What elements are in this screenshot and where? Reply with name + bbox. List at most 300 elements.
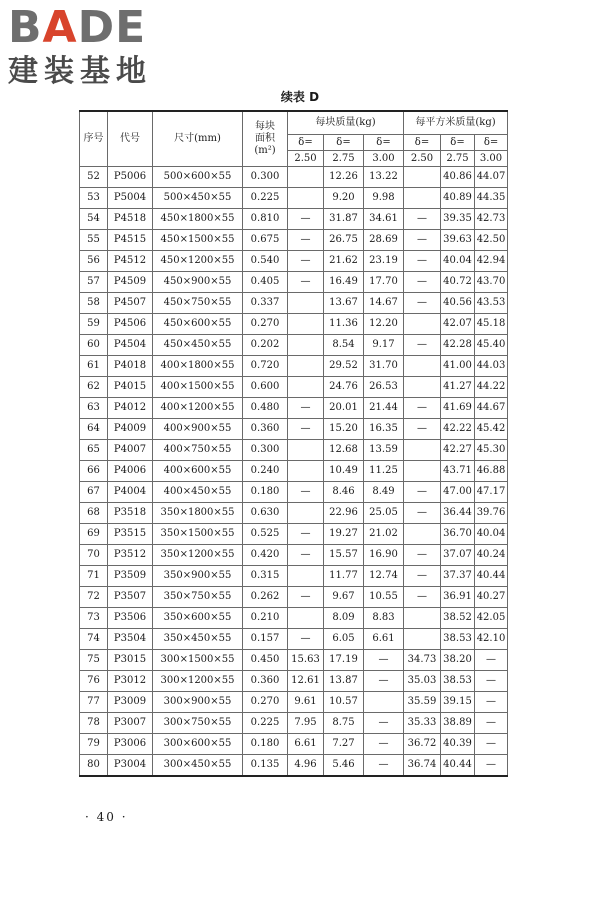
cell-area: 0.540 [243,251,288,272]
cell-weight-275: 12.68 [324,440,364,461]
cell-area: 0.360 [243,419,288,440]
cell-weight-250: — [288,482,324,503]
cell-weight-275: 22.96 [324,503,364,524]
cell-area: 0.300 [243,440,288,461]
cell-sqm-275: 40.72 [441,272,475,293]
cell-weight-250: 6.61 [288,734,324,755]
cell-size: 450×600×55 [153,314,243,335]
cell-sqm-250: 35.59 [404,692,441,713]
cell-sqm-275: 40.04 [441,251,475,272]
cell-weight-250: — [288,419,324,440]
cell-code: P4015 [108,377,153,398]
cell-weight-250: — [288,587,324,608]
cell-size: 400×450×55 [153,482,243,503]
cell-weight-300: — [364,650,404,671]
cell-size: 400×900×55 [153,419,243,440]
cell-code: P4515 [108,230,153,251]
cell-seq: 57 [80,272,108,293]
cell-sqm-275: 40.86 [441,167,475,188]
cell-sqm-300: 45.30 [475,440,508,461]
cell-sqm-300: — [475,734,508,755]
cell-weight-275: 24.76 [324,377,364,398]
cell-sqm-300: — [475,692,508,713]
cell-size: 300×450×55 [153,755,243,777]
header-weight-sqm: 每平方米质量(kg) [404,111,508,135]
cell-area: 0.720 [243,356,288,377]
cell-code: P4004 [108,482,153,503]
cell-sqm-300: 42.94 [475,251,508,272]
cell-weight-300: — [364,734,404,755]
cell-weight-300: — [364,713,404,734]
header-thickness-1: 2.50 [288,151,324,167]
cell-code: P3515 [108,524,153,545]
cell-sqm-250: — [404,230,441,251]
cell-sqm-250 [404,356,441,377]
cell-size: 300×1200×55 [153,671,243,692]
cell-weight-250 [288,314,324,335]
logo-letter-accent: A [42,2,78,53]
cell-weight-250 [288,566,324,587]
cell-sqm-300: 40.44 [475,566,508,587]
cell-sqm-250 [404,629,441,650]
cell-sqm-250: 36.74 [404,755,441,777]
cell-sqm-275: 40.44 [441,755,475,777]
cell-size: 350×1800×55 [153,503,243,524]
cell-seq: 68 [80,503,108,524]
cell-weight-275: 9.67 [324,587,364,608]
cell-code: P3512 [108,545,153,566]
header-delta-6: δ= [475,135,508,151]
cell-sqm-250 [404,314,441,335]
cell-code: P4504 [108,335,153,356]
cell-sqm-250: 35.33 [404,713,441,734]
cell-size: 300×1500×55 [153,650,243,671]
cell-sqm-250 [404,461,441,482]
cell-sqm-275: 40.56 [441,293,475,314]
cell-weight-250: — [288,272,324,293]
cell-area: 0.360 [243,671,288,692]
cell-sqm-250: — [404,566,441,587]
cell-weight-275: 9.20 [324,188,364,209]
cell-sqm-275: 42.28 [441,335,475,356]
table-row [80,545,508,566]
cell-weight-275: 29.52 [324,356,364,377]
table-row [80,734,508,755]
cell-seq: 63 [80,398,108,419]
cell-weight-275: 10.49 [324,461,364,482]
table-row [80,419,508,440]
cell-code: P4506 [108,314,153,335]
cell-weight-250 [288,188,324,209]
table-row [80,713,508,734]
cell-seq: 60 [80,335,108,356]
table-row [80,692,508,713]
cell-sqm-275: 41.27 [441,377,475,398]
cell-sqm-275: 38.53 [441,629,475,650]
cell-weight-300: 16.90 [364,545,404,566]
cell-size: 450×750×55 [153,293,243,314]
header-code: 代号 [108,111,153,167]
cell-weight-300: 13.59 [364,440,404,461]
cell-area: 0.202 [243,335,288,356]
cell-weight-275: 11.77 [324,566,364,587]
cell-sqm-250: — [404,545,441,566]
cell-weight-275: 12.26 [324,167,364,188]
cell-area: 0.180 [243,734,288,755]
header-area-line1: 每块 [255,121,275,132]
cell-sqm-250: — [404,335,441,356]
table-row [80,209,508,230]
logo-wordmark [8,4,178,52]
cell-sqm-300: — [475,650,508,671]
cell-sqm-275: 37.37 [441,566,475,587]
cell-seq: 78 [80,713,108,734]
cell-weight-275: 15.20 [324,419,364,440]
cell-sqm-300: 42.50 [475,230,508,251]
cell-sqm-275: 36.44 [441,503,475,524]
cell-seq: 71 [80,566,108,587]
table-row [80,566,508,587]
cell-sqm-300: 42.10 [475,629,508,650]
cell-weight-250: 12.61 [288,671,324,692]
cell-weight-275: 19.27 [324,524,364,545]
cell-sqm-300: 43.70 [475,272,508,293]
cell-sqm-275: 47.00 [441,482,475,503]
cell-size: 350×450×55 [153,629,243,650]
cell-code: P3015 [108,650,153,671]
table-body [80,167,508,777]
header-thickness-6: 3.00 [475,151,508,167]
cell-seq: 75 [80,650,108,671]
cell-sqm-275: 38.53 [441,671,475,692]
cell-seq: 70 [80,545,108,566]
cell-sqm-250: — [404,587,441,608]
cell-weight-300: 8.49 [364,482,404,503]
cell-weight-275: 8.75 [324,713,364,734]
cell-area: 0.480 [243,398,288,419]
table-row [80,461,508,482]
cell-sqm-300: — [475,713,508,734]
cell-code: P4509 [108,272,153,293]
cell-area: 0.420 [243,545,288,566]
cell-weight-300: 13.22 [364,167,404,188]
header-seq: 序号 [80,111,108,167]
cell-weight-300: 16.35 [364,419,404,440]
cell-sqm-250: — [404,482,441,503]
cell-seq: 61 [80,356,108,377]
cell-sqm-275: 38.20 [441,650,475,671]
cell-sqm-250: — [404,398,441,419]
logo-letter-prefix: B [8,2,43,53]
cell-size: 350×900×55 [153,566,243,587]
cell-seq: 53 [80,188,108,209]
cell-sqm-275: 42.27 [441,440,475,461]
cell-sqm-250: — [404,419,441,440]
cell-area: 0.315 [243,566,288,587]
cell-code: P3504 [108,629,153,650]
cell-size: 350×1500×55 [153,524,243,545]
table-header [80,111,508,167]
cell-weight-300: — [364,671,404,692]
cell-weight-300: 34.61 [364,209,404,230]
cell-weight-300: 12.20 [364,314,404,335]
cell-sqm-250 [404,608,441,629]
table-row [80,503,508,524]
cell-seq: 74 [80,629,108,650]
cell-size: 300×600×55 [153,734,243,755]
cell-area: 0.450 [243,650,288,671]
cell-weight-250: — [288,251,324,272]
header-delta-4: δ= [404,135,441,151]
cell-seq: 59 [80,314,108,335]
cell-size: 450×1800×55 [153,209,243,230]
table-row [80,671,508,692]
cell-area: 0.240 [243,461,288,482]
cell-sqm-300: 44.22 [475,377,508,398]
cell-sqm-275: 36.70 [441,524,475,545]
cell-code: P5004 [108,188,153,209]
table-row [80,356,508,377]
cell-weight-300: 21.44 [364,398,404,419]
cell-seq: 69 [80,524,108,545]
cell-weight-275: 8.09 [324,608,364,629]
cell-weight-275: 8.46 [324,482,364,503]
cell-sqm-300: 44.35 [475,188,508,209]
cell-code: P4009 [108,419,153,440]
logo-letter-suffix: DE [77,2,147,53]
header-delta-2: δ= [324,135,364,151]
cell-weight-300: 28.69 [364,230,404,251]
cell-weight-250 [288,461,324,482]
cell-weight-275: 7.27 [324,734,364,755]
cell-sqm-250 [404,524,441,545]
cell-code: P4006 [108,461,153,482]
cell-weight-300: 21.02 [364,524,404,545]
table-title: 续表 D [280,90,320,104]
cell-sqm-275: 40.89 [441,188,475,209]
cell-code: P4018 [108,356,153,377]
cell-weight-275: 11.36 [324,314,364,335]
cell-weight-250 [288,335,324,356]
cell-size: 450×1500×55 [153,230,243,251]
cell-sqm-275: 41.69 [441,398,475,419]
cell-weight-250: 4.96 [288,755,324,777]
cell-seq: 76 [80,671,108,692]
cell-weight-250 [288,293,324,314]
table-row [80,188,508,209]
header-size: 尺寸(mm) [153,111,243,167]
cell-code: P3507 [108,587,153,608]
cell-weight-250: — [288,398,324,419]
cell-weight-275: 26.75 [324,230,364,251]
cell-sqm-250: — [404,209,441,230]
cell-weight-250: — [288,629,324,650]
header-delta-3: δ= [364,135,404,151]
cell-weight-275: 6.05 [324,629,364,650]
header-delta-5: δ= [441,135,475,151]
cell-weight-300: 23.19 [364,251,404,272]
cell-area: 0.157 [243,629,288,650]
cell-weight-300: 17.70 [364,272,404,293]
cell-sqm-275: 43.71 [441,461,475,482]
cell-sqm-300: 47.17 [475,482,508,503]
table-row [80,293,508,314]
cell-code: P4507 [108,293,153,314]
cell-sqm-300: 45.42 [475,419,508,440]
cell-size: 300×750×55 [153,713,243,734]
cell-weight-300: 6.61 [364,629,404,650]
header-thickness-3: 3.00 [364,151,404,167]
cell-sqm-300: 44.07 [475,167,508,188]
cell-sqm-300: 40.04 [475,524,508,545]
brand-logo [8,4,178,90]
cell-sqm-300: 45.40 [475,335,508,356]
cell-sqm-275: 40.39 [441,734,475,755]
cell-sqm-275: 41.00 [441,356,475,377]
cell-area: 0.405 [243,272,288,293]
cell-sqm-275: 39.15 [441,692,475,713]
cell-seq: 66 [80,461,108,482]
header-thickness-4: 2.50 [404,151,441,167]
cell-weight-300: 9.98 [364,188,404,209]
cell-weight-275: 15.57 [324,545,364,566]
cell-weight-275: 13.67 [324,293,364,314]
cell-size: 300×900×55 [153,692,243,713]
cell-sqm-300: 42.05 [475,608,508,629]
logo-subtitle: 建装基地 [8,54,152,89]
cell-sqm-275: 36.91 [441,587,475,608]
cell-area: 0.337 [243,293,288,314]
table-row [80,230,508,251]
cell-area: 0.135 [243,755,288,777]
cell-weight-275: 8.54 [324,335,364,356]
cell-size: 500×600×55 [153,167,243,188]
cell-weight-275: 10.57 [324,692,364,713]
cell-sqm-300: 44.03 [475,356,508,377]
cell-area: 0.810 [243,209,288,230]
cell-code: P4512 [108,251,153,272]
table-row [80,608,508,629]
cell-sqm-300: — [475,755,508,777]
cell-weight-275: 17.19 [324,650,364,671]
cell-sqm-300: 43.53 [475,293,508,314]
cell-weight-300: 11.25 [364,461,404,482]
cell-code: P4012 [108,398,153,419]
cell-seq: 52 [80,167,108,188]
cell-code: P3004 [108,755,153,777]
cell-sqm-275: 39.35 [441,209,475,230]
cell-sqm-275: 38.52 [441,608,475,629]
cell-weight-250: — [288,230,324,251]
cell-seq: 55 [80,230,108,251]
cell-weight-300: 31.70 [364,356,404,377]
data-table [79,110,508,777]
cell-weight-250 [288,503,324,524]
cell-seq: 77 [80,692,108,713]
cell-sqm-250 [404,167,441,188]
cell-area: 0.225 [243,188,288,209]
cell-seq: 54 [80,209,108,230]
cell-weight-275: 31.87 [324,209,364,230]
table-row [80,524,508,545]
cell-seq: 67 [80,482,108,503]
header-delta-1: δ= [288,135,324,151]
table-row [80,377,508,398]
table-row [80,251,508,272]
cell-sqm-300: 39.76 [475,503,508,524]
cell-sqm-275: 42.07 [441,314,475,335]
table-row [80,650,508,671]
header-thickness-5: 2.75 [441,151,475,167]
header-thickness-2: 2.75 [324,151,364,167]
cell-code: P4518 [108,209,153,230]
cell-sqm-300: 40.24 [475,545,508,566]
cell-size: 350×1200×55 [153,545,243,566]
cell-sqm-250 [404,377,441,398]
cell-size: 400×1200×55 [153,398,243,419]
cell-area: 0.270 [243,314,288,335]
header-area-unit: (m²) [254,145,276,156]
cell-weight-300: — [364,755,404,777]
cell-code: P3518 [108,503,153,524]
cell-area: 0.225 [243,713,288,734]
cell-size: 400×1800×55 [153,356,243,377]
cell-weight-250: — [288,545,324,566]
table-row [80,482,508,503]
cell-weight-300: 14.67 [364,293,404,314]
cell-weight-250: 7.95 [288,713,324,734]
cell-seq: 64 [80,419,108,440]
cell-seq: 56 [80,251,108,272]
cell-area: 0.525 [243,524,288,545]
cell-weight-275: 13.87 [324,671,364,692]
page-number: · 40 · [85,810,128,824]
cell-size: 450×450×55 [153,335,243,356]
cell-weight-250 [288,377,324,398]
cell-code: P3007 [108,713,153,734]
cell-weight-250 [288,608,324,629]
cell-weight-300 [364,692,404,713]
table-row [80,167,508,188]
cell-area: 0.300 [243,167,288,188]
cell-weight-250 [288,440,324,461]
cell-sqm-250 [404,440,441,461]
cell-seq: 58 [80,293,108,314]
cell-sqm-300: 46.88 [475,461,508,482]
cell-weight-300: 25.05 [364,503,404,524]
cell-weight-275: 20.01 [324,398,364,419]
cell-area: 0.630 [243,503,288,524]
cell-weight-250 [288,167,324,188]
cell-sqm-275: 37.07 [441,545,475,566]
cell-area: 0.270 [243,692,288,713]
cell-size: 400×750×55 [153,440,243,461]
cell-code: P4007 [108,440,153,461]
cell-weight-250: 15.63 [288,650,324,671]
table-row [80,440,508,461]
table-row [80,398,508,419]
cell-weight-250: — [288,524,324,545]
table-row [80,755,508,777]
cell-area: 0.210 [243,608,288,629]
cell-area: 0.180 [243,482,288,503]
cell-sqm-250: 35.03 [404,671,441,692]
table-row [80,272,508,293]
cell-sqm-300: 44.67 [475,398,508,419]
table-row [80,587,508,608]
cell-sqm-300: 45.18 [475,314,508,335]
cell-weight-275: 21.62 [324,251,364,272]
